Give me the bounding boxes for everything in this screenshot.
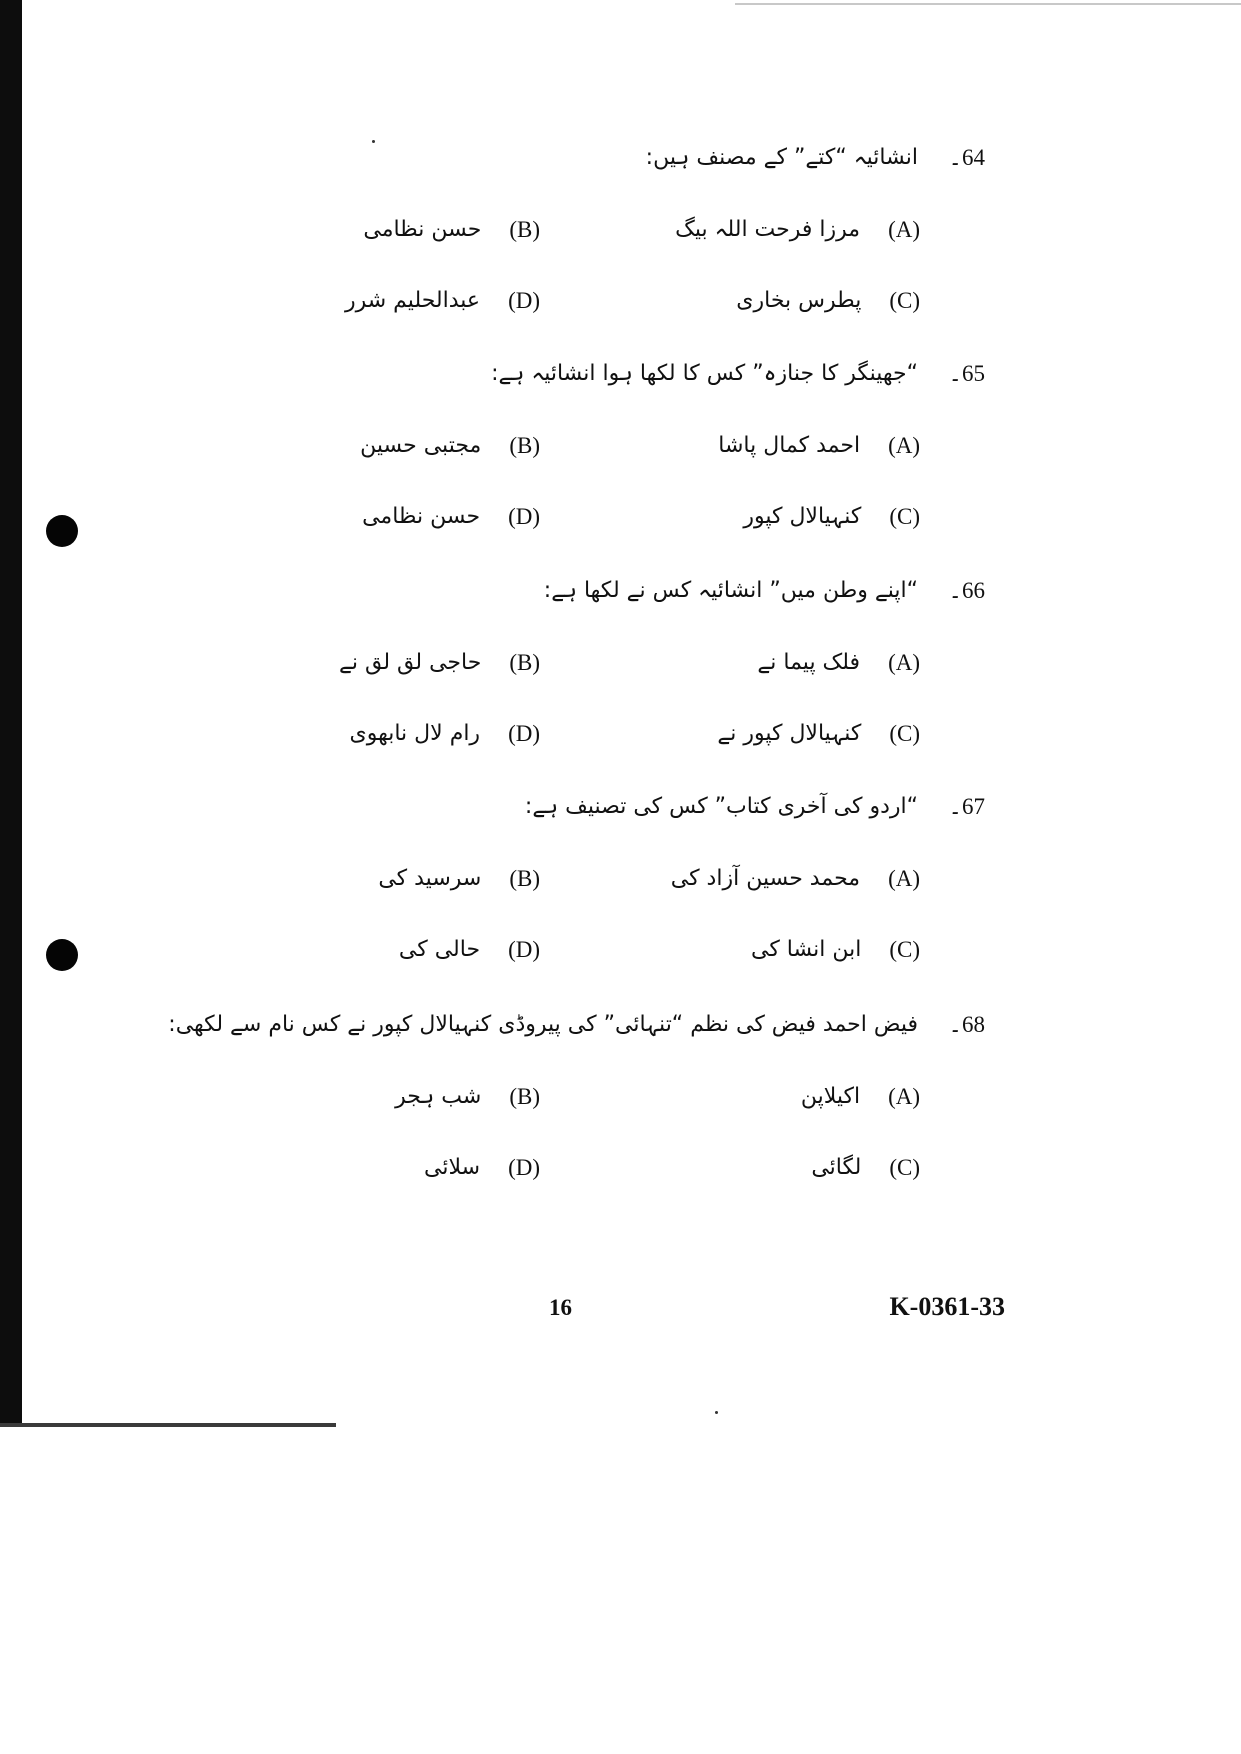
option-label: (C)	[889, 504, 920, 529]
question-65	[0, 356, 1241, 536]
question-68	[0, 1007, 1241, 1187]
option-a	[671, 861, 920, 897]
option-text: عبدالحلیم شرر	[344, 288, 481, 313]
option-text: سرسید کی	[378, 866, 482, 891]
option-label: (C)	[889, 1155, 920, 1180]
question-number: 65۔	[948, 361, 985, 386]
option-text: حالی کی	[398, 937, 481, 962]
option-text: شب ہجر	[395, 1084, 482, 1109]
option-text: فلک پیما نے	[757, 650, 861, 675]
option-b	[339, 645, 540, 681]
paper-code: K-0361-33	[889, 1292, 1005, 1321]
option-text: پطرس بخاری	[736, 288, 862, 313]
option-label: (D)	[508, 721, 540, 746]
option-d	[350, 716, 541, 752]
option-text: حسن نظامی	[362, 504, 481, 529]
option-label: (A)	[888, 217, 920, 242]
option-label: (B)	[509, 433, 540, 458]
option-text: کنہیالال کپور	[743, 504, 862, 529]
question-64	[0, 140, 1241, 320]
scan-top-line	[735, 3, 1241, 5]
question-number: 66۔	[948, 578, 985, 603]
option-b	[360, 428, 540, 464]
question-text: فیض احمد فیض کی نظم “تنہائی” کی پیروڈی کنہیالال کپور نے کس نام سے لکھی:	[168, 1012, 918, 1037]
option-text: رام لال نابھوی	[349, 721, 481, 746]
option-label: (C)	[889, 937, 920, 962]
option-d	[424, 1150, 540, 1186]
option-c	[743, 499, 920, 535]
option-text: حسن نظامی	[363, 217, 482, 242]
option-c	[811, 1150, 920, 1186]
option-text: احمد کمال پاشا	[718, 433, 861, 458]
question-number: 68۔	[948, 1012, 985, 1037]
question-text: “اردو کی آخری کتاب” کس کی تصنیف ہے:	[524, 794, 918, 819]
option-d	[399, 932, 540, 968]
option-b	[395, 1079, 540, 1115]
question-67	[0, 789, 1241, 969]
option-label: (A)	[888, 433, 920, 458]
question-text: انشائیہ “کتے” کے مصنف ہیں:	[645, 145, 918, 170]
option-text: لگائی	[811, 1155, 862, 1180]
question-66	[0, 573, 1241, 753]
option-a	[757, 645, 920, 681]
option-a	[718, 428, 920, 464]
option-c	[736, 283, 920, 319]
option-label: (B)	[509, 866, 540, 891]
option-c	[751, 932, 920, 968]
option-text: مجتبی حسین	[360, 433, 482, 458]
question-text: “جھینگر کا جنازہ” کس کا لکھا ہوا انشائیہ ہے:	[491, 361, 918, 386]
option-b	[363, 212, 540, 248]
option-label: (A)	[888, 1084, 920, 1109]
option-label: (C)	[889, 721, 920, 746]
option-label: (D)	[508, 1155, 540, 1180]
option-label: (A)	[888, 650, 920, 675]
question-text: “اپنے وطن میں” انشائیہ کس نے لکھا ہے:	[543, 578, 918, 603]
option-text: حاجی لق لق نے	[338, 650, 482, 675]
option-text: ابن انشا کی	[750, 937, 862, 962]
option-label: (D)	[508, 288, 540, 313]
option-label: (B)	[509, 650, 540, 675]
page-number: 16	[549, 1295, 572, 1320]
option-a	[675, 212, 920, 248]
option-d	[345, 283, 540, 319]
option-c	[717, 716, 920, 752]
option-a	[801, 1079, 920, 1115]
option-text: کنہیالال کپور نے	[717, 721, 862, 746]
option-text: اکیلاپن	[800, 1084, 861, 1109]
option-b	[378, 861, 540, 897]
scan-edge-line	[0, 1423, 336, 1427]
option-label: (B)	[509, 1084, 540, 1109]
scan-speck	[715, 1411, 718, 1414]
option-text: مرزا فرحت اللہ بیگ	[675, 217, 861, 242]
option-label: (D)	[508, 504, 540, 529]
option-text: محمد حسین آزاد کی	[670, 866, 861, 891]
option-label: (C)	[889, 288, 920, 313]
question-number: 64۔	[948, 145, 985, 170]
option-d	[362, 499, 540, 535]
option-label: (B)	[509, 217, 540, 242]
option-label: (D)	[508, 937, 540, 962]
option-text: سلائی	[424, 1155, 481, 1180]
option-label: (A)	[888, 866, 920, 891]
question-number: 67۔	[948, 794, 985, 819]
